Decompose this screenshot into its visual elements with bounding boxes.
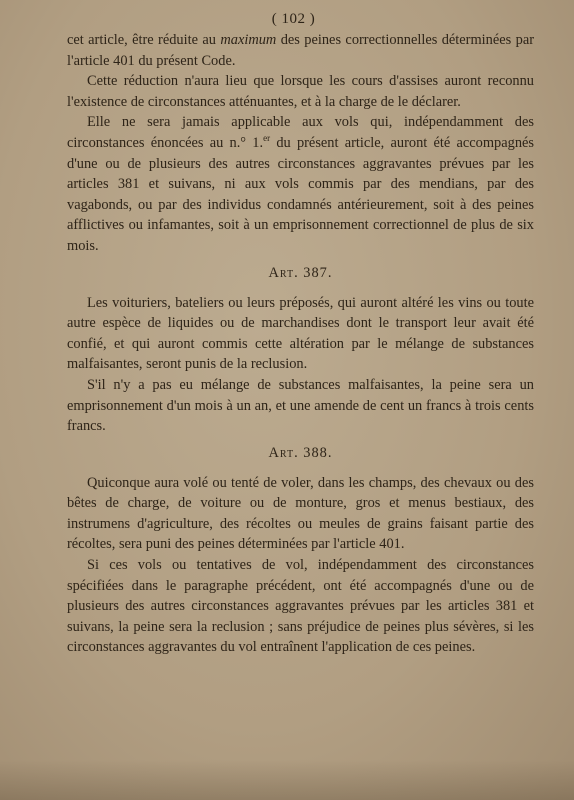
- superscript: er: [263, 133, 271, 144]
- page-number: ( 102 ): [271, 11, 316, 27]
- paragraph: Si ces vols ou tentatives de vol, indépendamment des circonstances spécifiées dans le paragraphe précédent, ont été accompagnés d'une ou de plusieurs des autres circonstances aggravantes prévues par les articles 381 et suivans, la peine sera la reclusion ; sans préjudice de peines plus sévères, si les circonstances aggravantes du vol entraînent l'application de ces peines.: [67, 557, 534, 656]
- article-heading-388: Art. 388.: [268, 444, 333, 461]
- paragraph-continuation: cet article, être réduite au maximum des peines correctionnelles déterminées par l'article 401 du présent Code.: [67, 32, 534, 69]
- italic-word: maximum: [220, 32, 277, 48]
- paragraph: Elle ne sera jamais applicable aux vols qui, indépendamment des circonstances énoncées au n.° 1.$^{er}$ du présent article, auront été accompagnés d'une ou de plusieurs des autres circonstances aggravantes prévues par les articles 381 et suivans, ni aux vols commis par des mendians, par des vagabonds, ou par des individus condamnés antérieurement, soit à des peines afflictives ou infamantes, soit à un emprisonnement correctionnel de plus de six mois.: [67, 114, 534, 254]
- paragraph: Cette réduction n'aura lieu que lorsque les cours d'assises auront reconnu l'existence de circonstances atténuantes, et à la charge de le déclarer.: [67, 73, 534, 110]
- article-heading-387: Art. 387.: [268, 264, 333, 281]
- paragraph: S'il n'y a pas eu mélange de substances malfaisantes, la peine sera un emprisonnement d'un mois à un an, et une amende de cent un francs à trois cents francs.: [67, 376, 534, 435]
- paragraph: Les voituriers, bateliers ou leurs préposés, qui auront altéré les vins ou toute autre espèce de liquides ou de marchandises dont le transport leur avait été confié, et qui auront commis cette altération par le mélange de substances malfaisantes, seront punis de la reclusion.: [67, 294, 534, 373]
- paragraph: Quiconque aura volé ou tenté de voler, dans les champs, des chevaux ou des bêtes de charge, de voiture ou de monture, gros et menus bestiaux, des instrumens d'agriculture, des récoltes ou meules de grains faisant partie des récoltes, sera puni des peines déterminées par l'article 401.: [67, 474, 534, 553]
